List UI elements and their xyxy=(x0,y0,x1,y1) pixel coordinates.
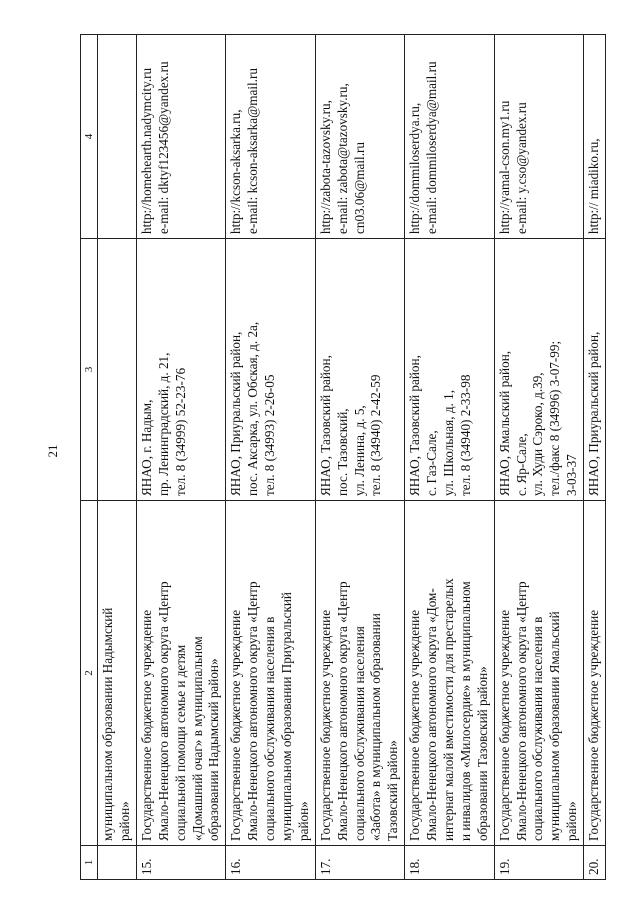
institution-name-line: Ямало-Ненецкого автономного округа «Центр xyxy=(334,581,350,841)
institution-address-line: с. Яр-Сале, xyxy=(513,433,529,496)
institution-name-line: социального обслуживания населения xyxy=(351,626,367,841)
institution-name-line: «Домашний очаг» в муниципальном xyxy=(189,636,205,841)
column-number: 1 xyxy=(81,846,98,880)
row-number: 19. xyxy=(494,846,583,880)
institution-name-line: социальной помощи семье и детям xyxy=(172,644,188,841)
row-number: 20. xyxy=(584,846,606,880)
institution-contacts xyxy=(136,35,225,239)
institution-name-line: муниципальном образовании Ямальский xyxy=(547,611,563,841)
table-row xyxy=(315,35,404,880)
institution-name-line: Ямало-Ненецкого автономного округа «Центр xyxy=(513,581,529,841)
institution-address-line: 3-03-37 xyxy=(564,454,580,496)
institution-address-line: ЯНАО, Приуральский район, xyxy=(228,331,244,496)
institution-address-line: ЯНАО, Приуральский район, xyxy=(586,331,602,496)
institution-contacts xyxy=(405,35,494,239)
institution-name-line: муниципальном образовании Приуральский xyxy=(278,592,294,841)
institution-address-line: ЯНАО, Ямальский район, xyxy=(496,350,512,496)
institution-name-line: Ямало-Ненецкого автономного округа «Дом- xyxy=(424,588,440,841)
institution-name xyxy=(494,501,583,846)
column-number: 2 xyxy=(81,501,98,846)
institution-name xyxy=(405,501,494,846)
institution-name-line: Государственное бюджетное учреждение xyxy=(228,609,244,841)
table-row xyxy=(584,35,606,880)
institution-name-line: Государственное бюджетное учреждение xyxy=(496,609,512,841)
table-row xyxy=(494,35,583,880)
row-number: 15. xyxy=(136,846,225,880)
row-number: 17. xyxy=(315,846,404,880)
institution-contacts-line: http:// miadiko.ru, xyxy=(586,138,602,234)
institution-name-line: район» xyxy=(295,801,311,841)
column-number: 4 xyxy=(81,35,98,239)
institution-contacts-line: cn03.06@mail.ru xyxy=(351,142,367,234)
table-row xyxy=(405,35,494,880)
institution-name-line: образовании Тазовский район» xyxy=(474,666,490,841)
institution-contacts-line: http://yamal-cson.my1.ru xyxy=(496,100,512,234)
institution-address-line: с. Газ-Сале, xyxy=(424,430,440,496)
institution-name-line: Государственное бюджетное учреждение xyxy=(317,609,333,841)
institution-name xyxy=(584,501,606,846)
institution-address-line: пос. Аксарка, ул. Обская, д. 2а, xyxy=(245,321,261,496)
institution-address xyxy=(494,239,583,501)
page-number: 21 xyxy=(45,444,60,458)
institution-contacts xyxy=(494,35,583,239)
institution-address-line: тел. 8 (34999) 52-23-76 xyxy=(172,367,188,496)
institution-contacts-line: e-mail: dktyf123456@yandex.ru xyxy=(155,61,171,234)
institution-name-line: район» xyxy=(564,801,580,841)
institution-address xyxy=(315,239,404,501)
institution-address xyxy=(136,239,225,501)
institution-address-line: тел. 8 (34940) 2-42-59 xyxy=(368,374,384,496)
institution-name-line: образовании Надымский район» xyxy=(206,658,222,841)
institution-name-line: Тазовский район» xyxy=(385,740,401,841)
institution-contacts-line: http://kcson-aksarka.ru, xyxy=(228,109,244,234)
institution-name xyxy=(98,501,137,846)
institution-name-line: Ямало-Ненецкого автономного округа «Центр xyxy=(155,581,171,841)
institution-address-line: пос. Тазовский, xyxy=(334,408,350,496)
institution-address xyxy=(584,239,606,501)
institution-contacts-line: e-mail: kcson-aksarka@mail.ru xyxy=(245,68,261,234)
institution-address-line: ул. Худи Сэроко, д.39, xyxy=(530,372,546,496)
institution-address-line: ЯНАО, г. Надым, xyxy=(138,399,154,496)
row-number xyxy=(98,846,137,880)
institution-contacts-line: e-mail: dommiloserdya@mail.ru xyxy=(424,61,440,234)
institution-name-line: «Забота» в муниципальном образовании xyxy=(368,613,384,841)
table-row xyxy=(98,35,137,880)
institution-name xyxy=(226,501,315,846)
institution-address-line: пр. Ленинградский, д. 21, xyxy=(155,352,171,496)
institution-name-line: и инвалидов «Милосердие» в муниципальном xyxy=(457,581,473,841)
institution-address xyxy=(405,239,494,501)
institutions-table xyxy=(80,34,606,880)
institution-address xyxy=(98,239,137,501)
table-row xyxy=(136,35,225,880)
institution-contacts-line: http://dommiloserdya.ru, xyxy=(407,102,423,234)
institution-contacts xyxy=(226,35,315,239)
institution-contacts-line: e-mail: zabota@tazovsky.ru, xyxy=(334,83,350,234)
institution-name-line: Ямало-Ненецкого автономного округа «Центр xyxy=(245,581,261,841)
institution-name-line: Государственное бюджетное учреждение xyxy=(586,609,602,841)
institution-contacts-line: http://homehearth.nadymcity.ru xyxy=(138,67,154,234)
institution-address-line: ул. Ленина, д. 5, xyxy=(351,405,367,496)
table-row xyxy=(226,35,315,880)
column-number-row xyxy=(81,35,98,880)
institution-name-line: Государственное бюджетное учреждение xyxy=(138,609,154,841)
institution-name-line: район» xyxy=(116,801,132,841)
institution-contacts xyxy=(98,35,137,239)
institution-name-line: социального обслуживания населения в xyxy=(262,616,278,841)
institution-name xyxy=(136,501,225,846)
institution-name-line: муниципальном образовании Надымский xyxy=(100,607,116,841)
row-number: 16. xyxy=(226,846,315,880)
institution-name-line: социального обслуживания населения в xyxy=(530,616,546,841)
institution-address-line: ул. Школьная, д. 1, xyxy=(441,389,456,496)
institution-name xyxy=(315,501,404,846)
institution-address-line: тел. 8 (34940) 2-33-98 xyxy=(457,374,473,496)
institution-contacts-line: e-mail: y.cso@yandex.ru xyxy=(513,102,529,234)
institution-address xyxy=(226,239,315,501)
institution-address-line: ЯНАО, Тазовский район, xyxy=(407,355,423,496)
institution-contacts-line: http://zabota-tazovsky.ru, xyxy=(317,100,333,234)
column-number: 3 xyxy=(81,239,98,501)
institution-contacts xyxy=(584,35,606,239)
row-number: 18. xyxy=(405,846,494,880)
institution-address-line: тел. 8 (34993) 2-26-05 xyxy=(262,374,278,496)
institution-address-line: ЯНАО, Тазовский район, xyxy=(317,355,333,496)
institution-name-line: Государственное бюджетное учреждение xyxy=(407,609,423,841)
institution-address-line: тел./факс 8 (34996) 3-07-99; xyxy=(547,340,563,496)
institution-contacts xyxy=(315,35,404,239)
rotated-page xyxy=(80,35,600,880)
institution-name-line: интернат малой вместимости для престарелых xyxy=(441,578,456,841)
